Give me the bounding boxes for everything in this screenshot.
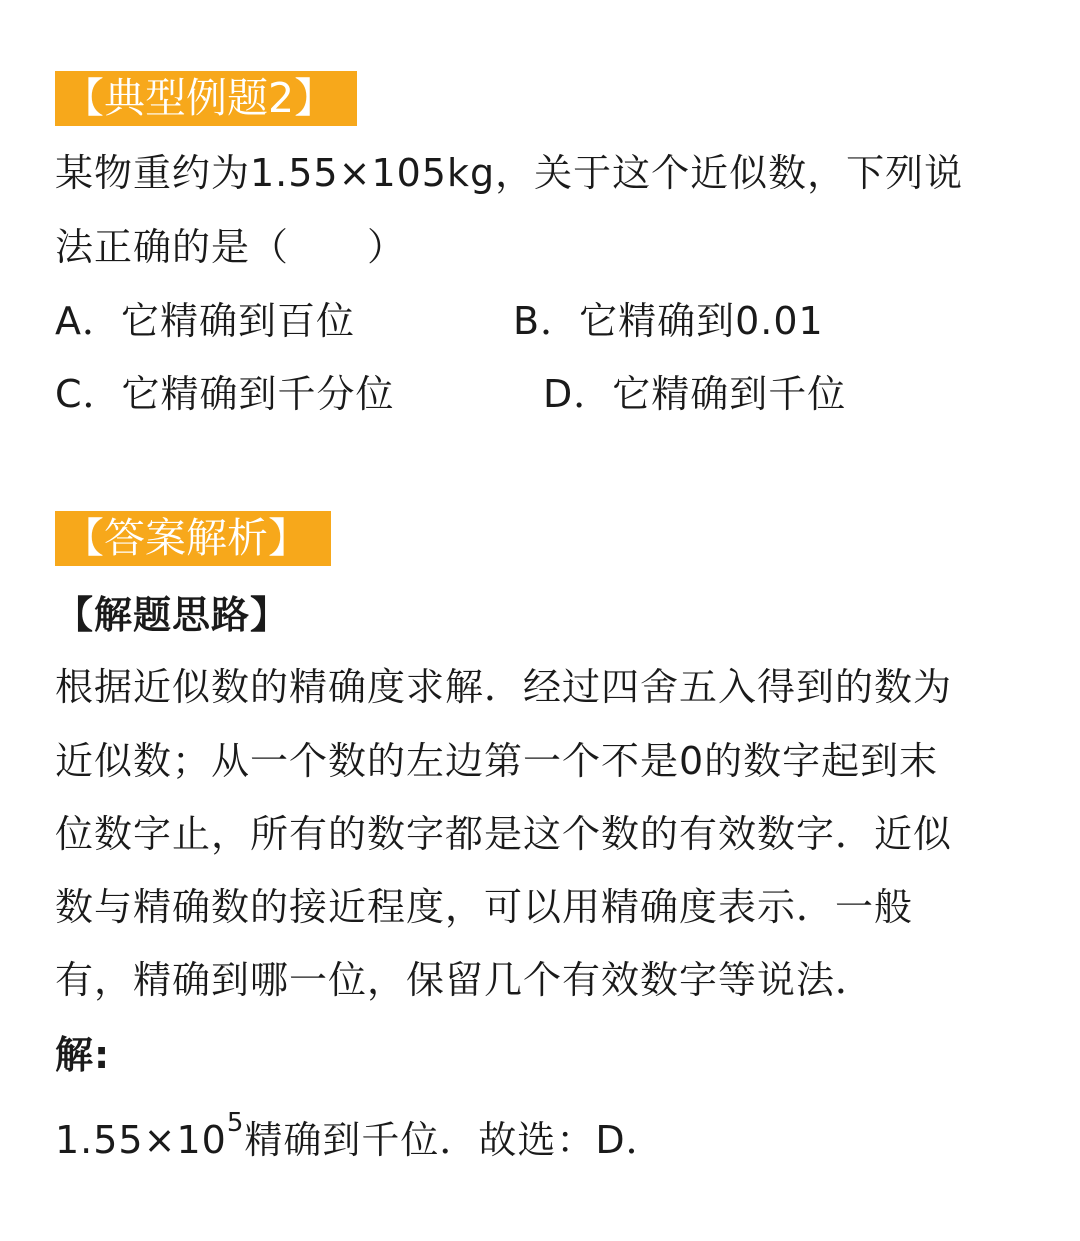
solution-base: 1.55×10 (55, 1118, 227, 1162)
question-line-1: 某物重约为1.55×105kg，关于这个近似数，下列说 (55, 151, 964, 195)
question-line-2: 法正确的是（ ） (55, 225, 407, 269)
solution-label: 解: (55, 1033, 111, 1077)
paragraph-line-3: 位数字止，所有的数字都是这个数的有效数字．近似 (55, 812, 953, 856)
solution-approach-heading: 【解题思路】 (55, 593, 290, 637)
paragraph-line-2: 近似数；从一个数的左边第一个不是0的数字起到末 (55, 739, 939, 783)
solution-rest: 精确到千位．故选：D． (244, 1118, 665, 1162)
option-a: A．它精确到百位 (55, 299, 355, 343)
solution-exponent: 5 (226, 1108, 245, 1138)
paragraph-line-1: 根据近似数的精确度求解．经过四舍五入得到的数为 (55, 665, 953, 709)
example-tag: 【典型例题2】 (55, 71, 357, 126)
paragraph-line-5: 有，精确到哪一位，保留几个有效数字等说法． (55, 958, 875, 1002)
option-b: B．它精确到0.01 (513, 299, 824, 343)
option-c: C．它精确到千分位 (55, 372, 395, 416)
solution-line (55, 1108, 665, 1165)
paragraph-line-4: 数与精确数的接近程度，可以用精确度表示．一般 (55, 885, 914, 929)
analysis-tag: 【答案解析】 (55, 511, 331, 566)
option-d: D．它精确到千位 (543, 372, 847, 416)
